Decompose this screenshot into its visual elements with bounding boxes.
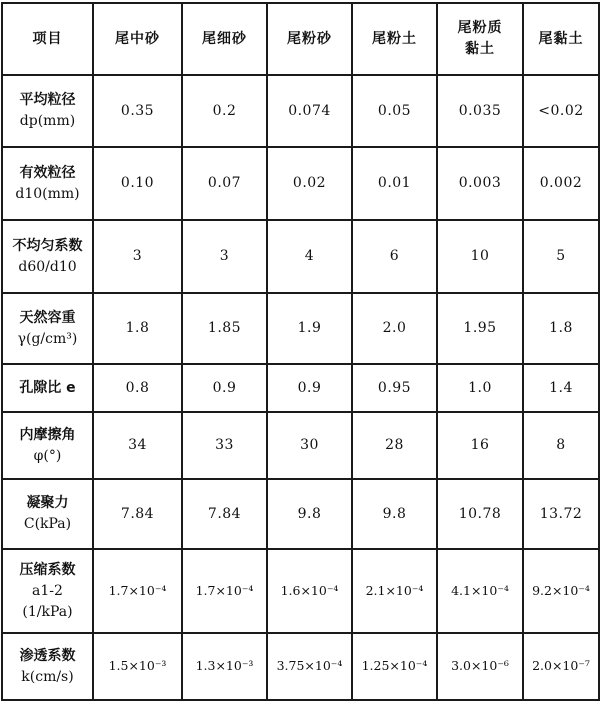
header-col-2 — [182, 3, 267, 75]
property-symbol: d60/d10 — [18, 258, 77, 275]
value-cell: 2.1×10⁻⁴ — [352, 549, 437, 633]
value-cell: 5 — [523, 220, 599, 293]
header-col-6 — [523, 3, 599, 75]
value-cell: 1.7×10⁻⁴ — [182, 549, 267, 633]
value-cell: 1.25×10⁻⁴ — [352, 633, 437, 700]
value-cell: 0.9 — [182, 364, 267, 412]
value-cell: 3 — [93, 220, 182, 293]
value-cell: 33 — [182, 412, 267, 479]
property-symbol: a1-2 — [32, 582, 63, 599]
value-cell: 1.8 — [523, 293, 599, 364]
value-cell: 0.003 — [437, 147, 523, 220]
value-cell: 3 — [182, 220, 267, 293]
value-cell: 0.2 — [182, 75, 267, 147]
value-cell: 0.02 — [267, 147, 352, 220]
property-label: 凝聚力 — [26, 495, 69, 511]
header-col-1 — [93, 3, 182, 75]
property-cell — [2, 633, 93, 700]
value-cell: 9.8 — [352, 479, 437, 549]
value-cell: 2.0×10⁻⁷ — [523, 633, 599, 700]
value-cell: 0.95 — [352, 364, 437, 412]
soil-properties-table — [1, 2, 600, 701]
property-cell — [2, 364, 93, 412]
property-cell — [2, 549, 93, 633]
value-cell: 7.84 — [93, 479, 182, 549]
table-row — [2, 549, 599, 633]
table-row — [2, 75, 599, 147]
value-cell: 0.01 — [352, 147, 437, 220]
header-col-label: 尾粉质 — [457, 20, 503, 36]
value-cell: 1.85 — [182, 293, 267, 364]
value-cell: 2.0 — [352, 293, 437, 364]
value-cell: 3.75×10⁻⁴ — [267, 633, 352, 700]
value-cell: 3.0×10⁻⁶ — [437, 633, 523, 700]
property-label: 天然容重 — [19, 309, 76, 326]
value-cell: 28 — [352, 412, 437, 479]
property-label: 孔隙比 e — [19, 379, 76, 396]
value-cell: 1.6×10⁻⁴ — [267, 549, 352, 633]
table-row — [2, 633, 599, 700]
property-cell — [2, 293, 93, 364]
header-col-3 — [267, 3, 352, 75]
property-cell — [2, 479, 93, 549]
header-col-5 — [437, 3, 523, 75]
header-col-label: 尾中砂 — [115, 30, 160, 47]
value-cell: 16 — [437, 412, 523, 479]
value-cell: 0.8 — [93, 364, 182, 412]
table-row — [2, 147, 599, 220]
value-cell: 34 — [93, 412, 182, 479]
property-symbol: φ(°) — [33, 447, 62, 464]
value-cell: 8 — [523, 412, 599, 479]
header-col-label: 尾粉砂 — [287, 30, 332, 47]
table-row — [2, 220, 599, 293]
header-col-label: 尾黏土 — [538, 30, 584, 47]
property-cell — [2, 75, 93, 147]
value-cell: 9.8 — [267, 479, 352, 549]
header-col-label: 尾细砂 — [202, 30, 247, 47]
property-label: 不均匀系数 — [12, 237, 83, 254]
value-cell: 1.8 — [93, 293, 182, 364]
value-cell: 1.4 — [523, 364, 599, 412]
value-cell: 7.84 — [182, 479, 267, 549]
value-cell: 0.10 — [93, 147, 182, 220]
value-cell: 6 — [352, 220, 437, 293]
property-label: 内摩擦角 — [19, 426, 76, 443]
value-cell: 4 — [267, 220, 352, 293]
value-cell: 13.72 — [523, 479, 599, 549]
property-cell — [2, 220, 93, 293]
value-cell: 1.95 — [437, 293, 523, 364]
value-cell: 10.78 — [437, 479, 523, 549]
value-cell: 0.9 — [267, 364, 352, 412]
table-row — [2, 412, 599, 479]
property-label: 有效粒径 — [19, 164, 76, 181]
value-cell: 9.2×10⁻⁴ — [523, 549, 599, 633]
value-cell: 30 — [267, 412, 352, 479]
value-cell: 0.035 — [437, 75, 523, 147]
property-symbol: k(cm/s) — [21, 668, 74, 685]
table-row — [2, 293, 599, 364]
property-cell — [2, 147, 93, 220]
value-cell: 0.05 — [352, 75, 437, 147]
value-cell: 0.07 — [182, 147, 267, 220]
table-row — [2, 364, 599, 412]
header-col-label-line2: 黏土 — [465, 41, 495, 57]
value-cell: 1.7×10⁻⁴ — [93, 549, 182, 633]
property-symbol: d10(mm) — [15, 185, 80, 202]
property-cell — [2, 412, 93, 479]
value-cell: 0.074 — [267, 75, 352, 147]
value-cell: 1.0 — [437, 364, 523, 412]
property-symbol: (1/kPa) — [22, 603, 73, 620]
value-cell: 1.9 — [267, 293, 352, 364]
value-cell: 10 — [437, 220, 523, 293]
property-symbol: γ(g/cm³) — [17, 330, 78, 347]
value-cell: 1.3×10⁻³ — [182, 633, 267, 700]
property-symbol: dp(mm) — [19, 113, 76, 129]
value-cell: 0.002 — [523, 147, 599, 220]
header-item-cell: 项目 — [2, 3, 93, 75]
header-col-label: 尾粉土 — [372, 30, 417, 47]
value-cell: 4.1×10⁻⁴ — [437, 549, 523, 633]
table-row — [2, 479, 599, 549]
property-label: 平均粒径 — [19, 92, 76, 108]
value-cell: <0.02 — [523, 75, 599, 147]
header-col-4 — [352, 3, 437, 75]
property-label: 渗透系数 — [19, 647, 76, 664]
property-symbol: C(kPa) — [23, 516, 72, 532]
value-cell: 0.35 — [93, 75, 182, 147]
value-cell: 1.5×10⁻³ — [93, 633, 182, 700]
header-row — [2, 3, 599, 75]
property-label: 压缩系数 — [19, 561, 76, 578]
